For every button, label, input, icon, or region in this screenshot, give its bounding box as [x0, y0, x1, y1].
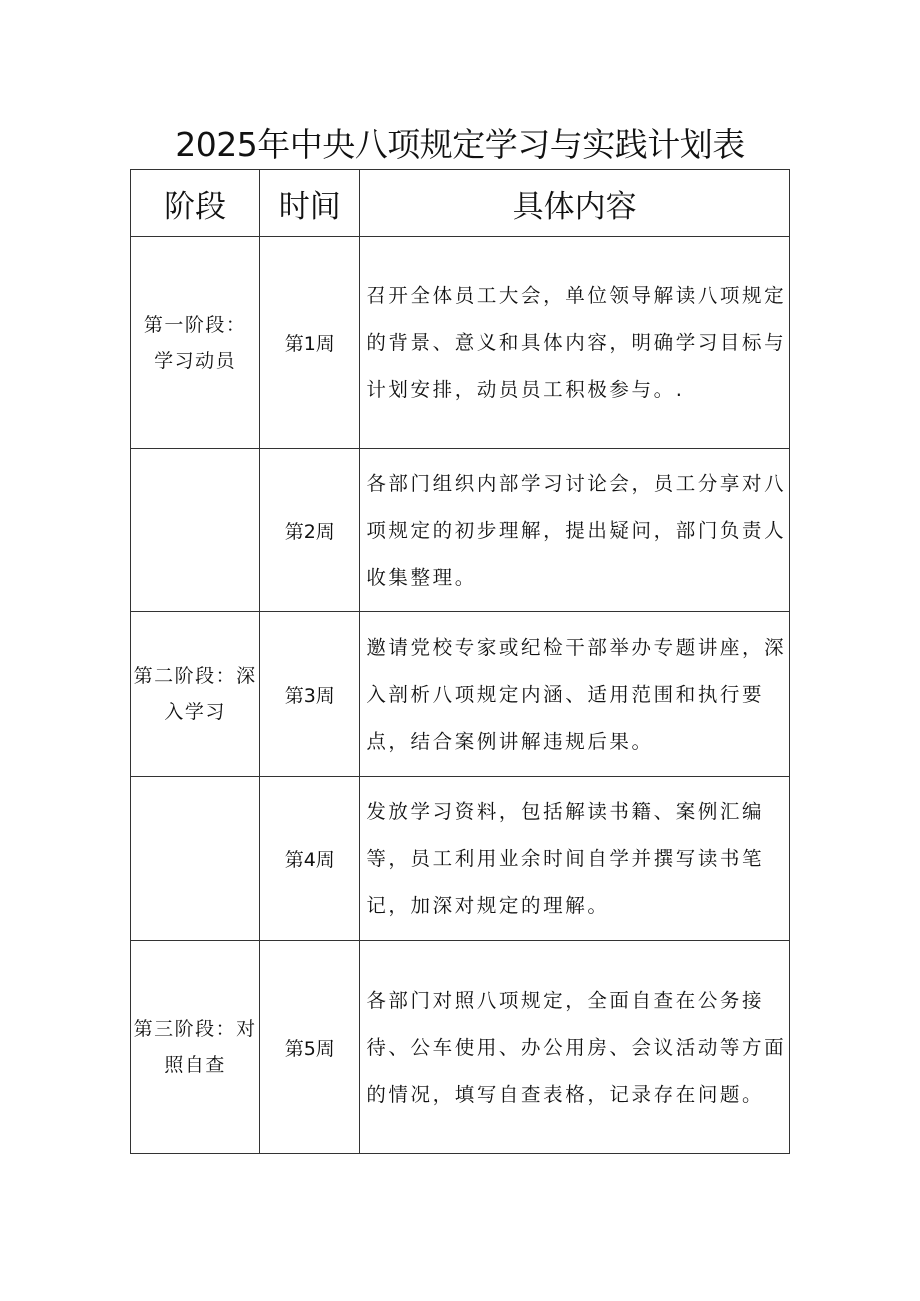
- stage-cell: [131, 612, 260, 777]
- header-stage: 阶段: [131, 170, 260, 237]
- table-row: [131, 612, 790, 777]
- stage-line: 入学习: [164, 701, 226, 723]
- stage-cell: [131, 449, 260, 612]
- detail-cell: 各部门对照八项规定，全面自查在公务接待、公车使用、办公用房、会议活动等方面的情况，填写自查表格，记录存在问题。: [360, 941, 790, 1154]
- stage-line: 第一阶段：: [143, 313, 247, 336]
- plan-table: [130, 169, 790, 1154]
- stage-line: 学习动员: [154, 349, 237, 372]
- time-cell: 第2周: [260, 449, 360, 612]
- time-cell: 第1周: [260, 237, 360, 449]
- detail-cell: 发放学习资料，包括解读书籍、案例汇编等，员工利用业余时间自学并撰写读书笔记，加深对规定的理解。: [360, 777, 790, 941]
- table-row: [131, 449, 790, 612]
- header-detail: 具体内容: [360, 170, 790, 237]
- time-cell: 第4周: [260, 777, 360, 941]
- stage-line: 第三阶段：对: [133, 1018, 257, 1040]
- stage-cell: [131, 237, 260, 449]
- stage-line: 照自查: [164, 1054, 226, 1076]
- detail-cell: 召开全体员工大会，单位领导解读八项规定的背景、意义和具体内容，明确学习目标与计划安排，动员员工积极参与。.: [360, 237, 790, 449]
- stage-cell: [131, 777, 260, 941]
- detail-cell: 邀请党校专家或纪检干部举办专题讲座，深入剖析八项规定内涵、适用范围和执行要点，结合案例讲解违规后果。: [360, 612, 790, 777]
- table-row: [131, 237, 790, 449]
- table-row: [131, 941, 790, 1154]
- header-row: [131, 170, 790, 237]
- table-row: [131, 777, 790, 941]
- stage-line: 第二阶段：深: [133, 665, 257, 687]
- stage-cell: [131, 941, 260, 1154]
- detail-cell: 各部门组织内部学习讨论会，员工分享对八项规定的初步理解，提出疑问，部门负责人收集整理。: [360, 449, 790, 612]
- time-cell: 第3周: [260, 612, 360, 777]
- header-time: 时间: [260, 170, 360, 237]
- document-title: 2025年中央八项规定学习与实践计划表: [175, 125, 745, 164]
- time-cell: 第5周: [260, 941, 360, 1154]
